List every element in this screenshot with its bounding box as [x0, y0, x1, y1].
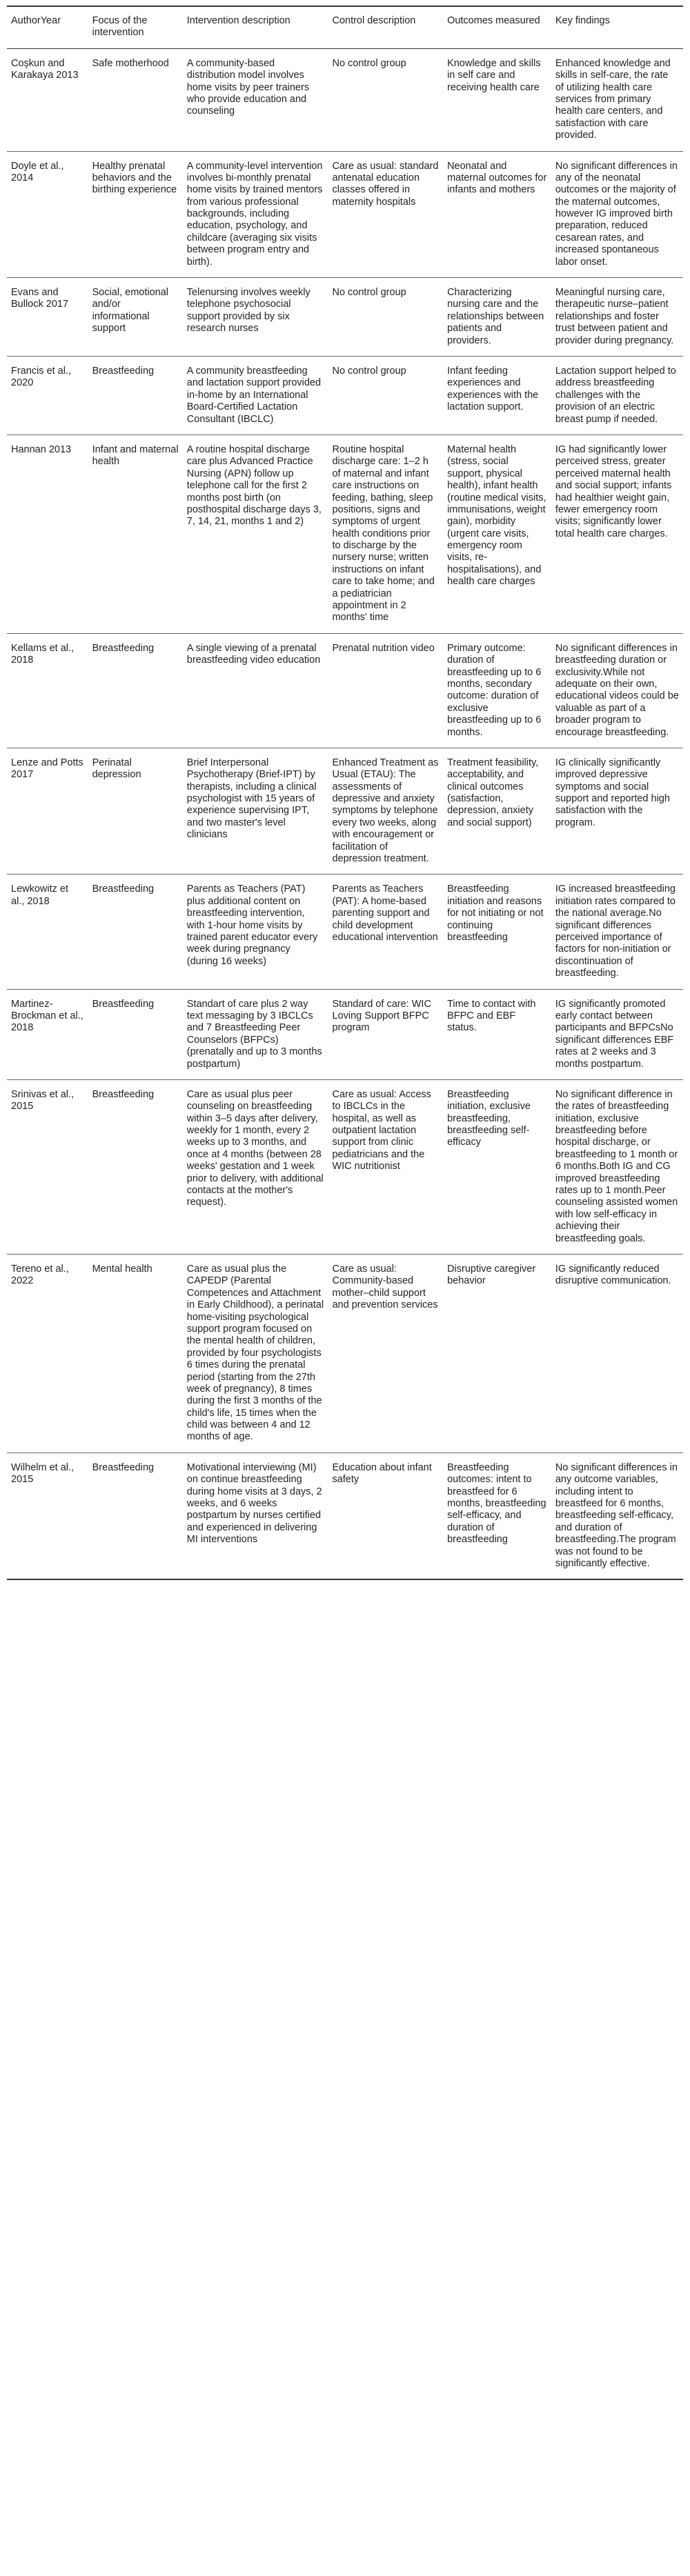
table-row: [7, 989, 683, 1079]
table-row: [7, 48, 683, 151]
cell-author-year: Lenze and Potts 2017: [11, 757, 83, 781]
cell-findings: IG significantly promoted early contact between participants and BFPCsNo significant differences EBF rates at 2 weeks and 3 months postpartum.: [555, 998, 674, 1070]
header-findings: Key findings: [555, 15, 610, 26]
cell-control: Care as usual: standard antenatal education classes offered in maternity hospitals: [332, 160, 439, 208]
cell-intervention: A community breastfeeding and lactation support provided in-home by an International Board-Certified Lactation Consultant (IBCLC): [186, 365, 322, 425]
studies-table-container: [7, 6, 683, 1580]
cell-author-year: Tereno et al., 2022: [11, 1263, 69, 1287]
cell-intervention: Telenursing involves weekly telephone psychosocial support provided by six research nurses: [186, 287, 310, 335]
studies-table: [7, 6, 683, 1580]
cell-findings: No significant differences in any outcome variables, including intent to breastfeed for 6 months, breastfeeding self-efficacy, and duration of breastfeeding.The program was not found to be significantly effective.: [555, 1461, 678, 1569]
cell-author-year: Francis et al., 2020: [11, 365, 72, 389]
cell-focus: Breastfeeding: [92, 1461, 155, 1473]
cell-outcomes: Breastfeeding initiation and reasons for not initiating or not continuing breastfeeding: [447, 883, 544, 943]
cell-outcomes: Time to contact with BFPC and EBF status.: [447, 998, 536, 1034]
cell-outcomes: Maternal health (stress, social support, physical health), infant health (routine medical visits, immunisations, weight gain), morbidity (urgent care visits, emergency room visits, re-hospitalisations), and health care charges: [447, 443, 546, 588]
cell-findings: No significant difference in the rates of breastfeeding initiation, exclusive breastfeeding before hospital discharge, or breastfeeding to 1 month or 6 months.Both IG and CG improved breastfeeding rates up to 1 month.Peer counseling assisted women with low self-efficacy in achieving their breastfeeding goals.: [555, 1088, 678, 1244]
table-row: [7, 748, 683, 875]
cell-intervention: Standart of care plus 2 way text messaging by 3 IBCLCs and 7 Breastfeeding Peer Counselors (BFPCs) (prenatally and up to 3 months postpartum): [186, 998, 322, 1070]
cell-outcomes: Breastfeeding outcomes: intent to breastfeed for 6 months, breastfeeding self-efficacy, and duration of breastfeeding: [447, 1461, 546, 1546]
cell-outcomes: Treatment feasibility, acceptability, and clinical outcomes (satisfaction, depression, anxiety and social support): [447, 757, 539, 828]
cell-control: Parents as Teachers (PAT): A home-based parenting support and child development educational intervention: [332, 883, 438, 943]
cell-focus: Infant and maternal health: [92, 443, 179, 468]
table-row: [7, 151, 683, 278]
cell-author-year: Doyle et al., 2014: [11, 160, 64, 183]
cell-focus: Breastfeeding: [92, 998, 155, 1010]
cell-focus: Safe motherhood: [92, 57, 169, 69]
cell-outcomes: Primary outcome: duration of breastfeeding up to 6 months, secondary outcome: duration of exclusive breastfeeding up to 6 months.: [447, 642, 542, 738]
cell-author-year: Martinez-Brockman et al., 2018: [11, 998, 83, 1034]
cell-control: Enhanced Treatment as Usual (ETAU): The assessments of depressive and anxiety symptoms by telephone every two weeks, along with encouragement or facilitation of depression treatment.: [332, 757, 439, 865]
table-row: [7, 435, 683, 633]
cell-control: Routine hospital discharge care: 1–2 h of maternal and infant care instructions on feeding, bathing, sleep positions, signs and symptoms of urgent health conditions prior to discharge by the nursery nurse; written instructions on infant care to take home; and a pediatrician appointment in 2 months' time: [332, 443, 435, 623]
table-row: [7, 1452, 683, 1579]
table-row: [7, 278, 683, 357]
cell-control: Education about infant safety: [332, 1461, 432, 1486]
cell-intervention: A single viewing of a prenatal breastfeeding video education: [186, 642, 321, 666]
cell-intervention: A community-level intervention involves bi-monthly prenatal home visits by trained mentors from various professional backgrounds, including education, psychology, and childcare (averaging six visits between program entry and birth).: [186, 160, 323, 268]
cell-findings: Meaningful nursing care, therapeutic nurse–patient relationships and foster trust between patient and provider during pregnancy.: [555, 287, 674, 346]
cell-author-year: Kellams et al., 2018: [11, 642, 75, 666]
cell-focus: Social, emotional and/or informational support: [92, 287, 169, 335]
cell-focus: Breastfeeding: [92, 365, 155, 377]
cell-outcomes: Breastfeeding initiation, exclusive breastfeeding, breastfeeding self-efficacy: [447, 1088, 531, 1148]
cell-author-year: Hannan 2013: [11, 443, 72, 455]
cell-focus: Breastfeeding: [92, 883, 155, 895]
cell-findings: IG increased breastfeeding initiation rates compared to the national average.No significant differences perceived importance of factors for non-initiation or discontinuation of breastfeeding.: [555, 883, 676, 979]
cell-findings: IG significantly reduced disruptive communication.: [555, 1263, 671, 1287]
cell-intervention: Brief Interpersonal Psychotherapy (Brief-IPT) by therapists, including a clinical psychologist with 15 years of experience supervising IPT, and two master's level clinicians: [186, 757, 317, 841]
cell-findings: No significant differences in any of the neonatal outcomes or the majority of the maternal outcomes, however IG improved birth preparation, reduced cesarean rates, and increased spontaneous labor onset.: [555, 160, 678, 268]
cell-author-year: Evans and Bullock 2017: [11, 287, 69, 310]
header-outcomes: Outcomes measured: [447, 15, 540, 26]
cell-focus: Breastfeeding: [92, 642, 155, 654]
cell-intervention: Care as usual plus the CAPEDP (Parental Competences and Attachment in Early Childhood), a perinatal home-visiting psychological support program focused on the mental health of children, provided by four psychologists 6 times during the prenatal period (starting from the 27th week of pregnancy), 8 times during the first 3 months of the child's life, 15 times when the child was between 4 and 12 months of age.: [186, 1263, 324, 1443]
header-focus: Focus of the intervention: [92, 15, 148, 39]
cell-control: No control group: [332, 365, 406, 377]
table-row: [7, 633, 683, 748]
table-body: [7, 48, 683, 1579]
cell-focus: Breastfeeding: [92, 1088, 155, 1100]
cell-author-year: Lewkowitz et al., 2018: [11, 883, 69, 907]
cell-author-year: Coşkun and Karakaya 2013: [11, 57, 79, 81]
cell-author-year: Srinivas et al., 2015: [11, 1088, 75, 1112]
cell-focus: Perinatal depression: [92, 757, 141, 781]
table-row: [7, 356, 683, 435]
table-header: [7, 6, 683, 48]
cell-intervention: Care as usual plus peer counseling on breastfeeding within 3–5 days after delivery, weekly for 1 month, every 2 weeks up to 3 months, and once at 4 months (between 28 weeks' gestation and 1 week prior to delivery, with additional contacts at the mother's request).: [186, 1088, 324, 1208]
cell-outcomes: Neonatal and maternal outcomes for infants and mothers: [447, 160, 547, 196]
cell-findings: Lactation support helped to address breastfeeding challenges with the provision of an electric breast pump if needed.: [555, 365, 676, 425]
cell-findings: Enhanced knowledge and skills in self-care, the rate of utilizing health care services from primary health care centers, and satisfaction with care provided.: [555, 57, 671, 141]
cell-focus: Mental health: [92, 1263, 152, 1275]
cell-control: Standard of care: WIC Loving Support BFPC program: [332, 998, 431, 1034]
cell-intervention: A community-based distribution model involves home visits by peer trainers who provide education and counseling: [186, 57, 310, 117]
cell-intervention: Motivational interviewing (MI) on continue breastfeeding during home visits at 3 days, 2 weeks, and 6 weeks postpartum by nurses certified and experienced in delivering MI interventions: [186, 1461, 322, 1546]
cell-intervention: A routine hospital discharge care plus Advanced Practice Nursing (APN) follow up telephone call for the first 2 months post birth (on posthospital discharge days 3, 7, 14, 21, months 1 and 2): [186, 443, 322, 528]
cell-control: Care as usual: Community-based mother–child support and prevention services: [332, 1263, 438, 1311]
cell-findings: IG clinically significantly improved depressive symptoms and social support and reported high satisfaction with the program.: [555, 757, 670, 828]
header-intervention: Intervention description: [186, 15, 290, 26]
cell-outcomes: Characterizing nursing care and the relationships between patients and providers.: [447, 287, 544, 346]
cell-control: No control group: [332, 57, 406, 69]
cell-control: No control group: [332, 287, 406, 299]
cell-findings: No significant differences in breastfeeding duration or exclusivity.While not adequate on their own, educational videos could be valuable as part of a broader program to encourage breastfeeding.: [555, 642, 679, 738]
cell-findings: IG had significantly lower perceived stress, greater perceived maternal health and social support; infants had healthier weight gain, fewer emergency room visits; significantly lower total health care charges.: [555, 443, 672, 539]
header-control: Control description: [332, 15, 416, 26]
cell-focus: Healthy prenatal behaviors and the birthing experience: [92, 160, 177, 196]
cell-outcomes: Knowledge and skills in self care and receiving health care: [447, 57, 541, 93]
cell-outcomes: Disruptive caregiver behavior: [447, 1263, 536, 1287]
cell-outcomes: Infant feeding experiences and experiences with the lactation support.: [447, 365, 539, 413]
cell-author-year: Wilhelm et al., 2015: [11, 1461, 75, 1486]
cell-control: Prenatal nutrition video: [332, 642, 435, 654]
cell-control: Care as usual: Access to IBCLCs in the hospital, as well as outpatient lactation support from clinic pediatricians and the WIC nutritionist: [332, 1088, 431, 1172]
header-author-year: AuthorYear: [11, 15, 61, 26]
table-row: [7, 875, 683, 989]
header-row: [7, 6, 683, 48]
table-row: [7, 1254, 683, 1452]
cell-intervention: Parents as Teachers (PAT) plus additional content on breastfeeding intervention, with 1-hour home visits by trained parent educator every week during pregnancy (during 16 weeks): [186, 883, 318, 967]
table-row: [7, 1079, 683, 1254]
